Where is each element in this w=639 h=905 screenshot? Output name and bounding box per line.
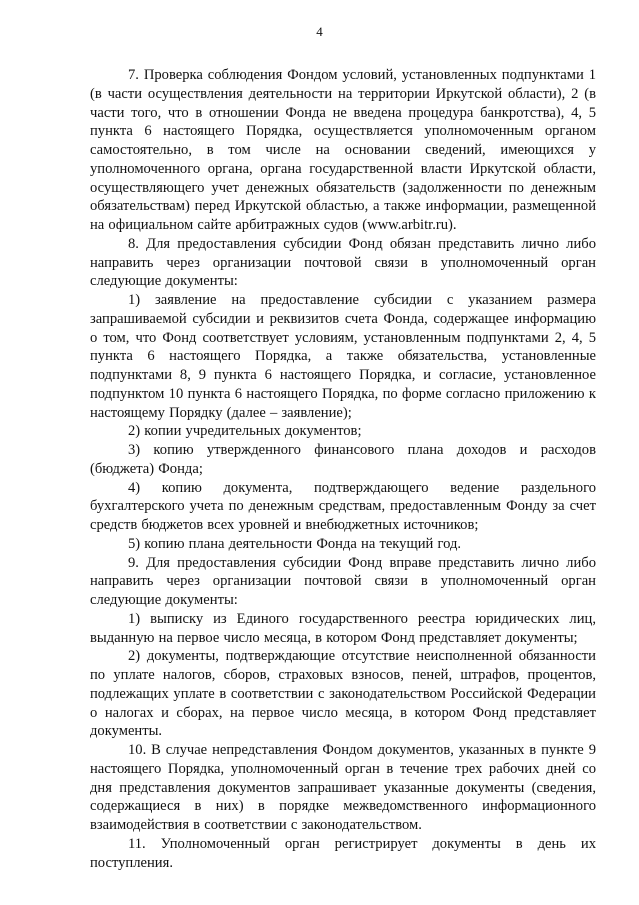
paragraph-9: 9. Для предоставления субсидии Фонд вправе представить лично либо направить через организации почтовой связи в уполномоченный орган следующие документы: — [90, 554, 596, 608]
page-number: 4 — [316, 24, 323, 39]
paragraph-7: 7. Проверка соблюдения Фондом условий, установленных подпунктами 1 (в части осуществления деятельности на территории Иркутской области), 2 (в части того, что в отношении Фонда не введена процедура банкротства), 4, 5 пункта 6 настоящего Порядка, осуществляется уполномоченным органом самостоятельно, в том числе на основании сведений, имеющихся у уполномоченного органа, органа государственной власти Иркутской области, осуществляющего учет денежных обязательств (задолженности по денежным обязательствам) перед Иркутской областью, а также информации, размещенной на официальном сайте арбитражных судов (www.arbitr.ru). — [90, 67, 596, 233]
paragraph-10: 10. В случае непредставления Фондом документов, указанных в пункте 9 настоящего Порядка, уполномоченный орган в течение трех рабочих дней со дня представления документов запрашивает указанные документы (сведения, содержащиеся в них) в порядке межведомственного информационного взаимодействия в соответствии с законодательством. — [90, 742, 596, 833]
document-body — [90, 66, 596, 872]
paragraph-8: 8. Для предоставления субсидии Фонд обязан представить лично либо направить через организации почтовой связи в уполномоченный орган следующие документы: — [90, 235, 596, 290]
paragraph-8-item-3: 3) копию утвержденного финансового плана доходов и расходов (бюджета) Фонда; — [90, 442, 596, 477]
paragraph-11: 11. Уполномоченный орган регистрирует документы в день их поступления. — [90, 835, 596, 871]
paragraph-8-item-2: 2) копии учредительных документов; — [128, 423, 362, 440]
paragraph-8-item-1: 1) заявление на предоставление субсидии с указанием размера запрашиваемой субсидии и реквизитов счета Фонда, содержащее информацию о том, что Фонд соответствует условиям, установленным подпунктами 2, 4, 5 пункта 6 настоящего Порядка, а также обязательства, установленные подпунктами 8, 9 пункта 6 настоящего Порядка, и согласие, установленное подпунктом 10 пункта 6 настоящего Порядка, по форме согласно приложению к настоящему Порядку (далее – заявление); — [90, 292, 596, 421]
paragraph-8-item-5: 5) копию плана деятельности Фонда на текущий год. — [128, 535, 462, 552]
paragraph-9-item-1: 1) выписку из Единого государственного реестра юридических лиц, выданную на первое число месяца, в котором Фонд представляет документы; — [90, 610, 596, 646]
paragraph-8-item-4: 4) копию документа, подтверждающего ведение раздельного бухгалтерского учета по денежным средствам, предоставленным Фонду за счет средств бюджетов всех уровней и внебюджетных источников; — [90, 479, 596, 533]
paragraph-9-item-2: 2) документы, подтверждающие отсутствие неисполненной обязанности по уплате налогов, сборов, страховых взносов, пеней, штрафов, процентов, подлежащих уплате в соответствии с законодательством Российской Федерации о налогах и сборах, на первое число месяца, в котором Фонд представляет документы. — [90, 648, 596, 740]
